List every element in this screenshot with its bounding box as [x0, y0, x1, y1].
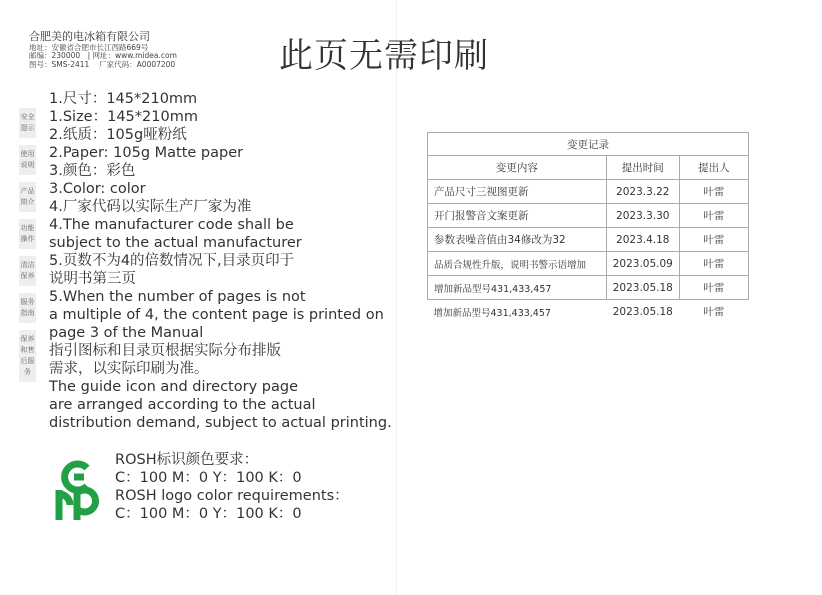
spec-line: 5.页数不为4的倍数情况下,目录页印于 [49, 253, 295, 269]
cell-content: 增加新品型号431,433,457 [428, 276, 607, 300]
rosh-en-label: ROSH logo color requirements： [115, 488, 349, 504]
spec-line: 说明书第三页 [49, 271, 136, 287]
page-divider [396, 0, 397, 595]
spec-line: 指引图标和目录页根据实际分布排版 [49, 343, 281, 359]
side-tab-function: 功能操作 [19, 219, 36, 249]
company-postcode: 邮编：230000 | 网址：www.midea.com [29, 51, 177, 61]
cell-date: 2023.3.22 [606, 180, 679, 204]
spec-line: 3.颜色：彩色 [49, 163, 136, 179]
spec-line: distribution demand, subject to actual printing. [49, 415, 392, 431]
spec-line: 4.厂家代码以实际生产厂家为准 [49, 199, 252, 215]
spec-line: are arranged according to the actual [49, 397, 316, 413]
spec-line: a multiple of 4, the content page is printed on [49, 307, 384, 323]
side-tab-safety: 安全提示 [19, 108, 36, 138]
cell-date: 2023.3.30 [606, 204, 679, 228]
side-tab-cleaning: 清洁保养 [19, 256, 36, 286]
company-info [29, 31, 177, 70]
table-row [428, 180, 749, 204]
company-drawing-number: 图号：SMS-2411 厂家代码：A0007200 [29, 59, 176, 69]
rosh-logo-icon [50, 456, 104, 520]
change-log-caption: 变更记录 [428, 133, 749, 156]
cell-date: 2023.4.18 [606, 228, 679, 252]
cell-content: 开门报警音文案更新 [428, 204, 607, 228]
spec-line: The guide icon and directory page [49, 379, 298, 395]
page-title: 此页无需印刷 [279, 36, 489, 76]
rosh-en-value: C：100 M：0 Y：100 K：0 [115, 506, 302, 522]
table-row [428, 228, 749, 252]
cell-content: 参数表噪音值由34修改为32 [428, 228, 607, 252]
cell-by: 叶雷 [679, 228, 748, 252]
table-header-row [428, 156, 749, 180]
cell-content: 产品尺寸三视图更新 [428, 180, 607, 204]
header-by: 提出人 [679, 156, 748, 180]
cell-by: 叶雷 [679, 276, 748, 300]
cell-date: 2023.05.18 [606, 276, 679, 300]
header-date: 提出时间 [606, 156, 679, 180]
spec-line: 需求，以实际印刷为准。 [49, 361, 209, 377]
side-tab-product: 产品简介 [19, 182, 36, 212]
change-log-table [427, 132, 749, 323]
spec-line: 1.Size：145*210mm [49, 109, 198, 125]
company-name: 合肥美的电冰箱有限公司 [29, 30, 150, 43]
rosh-color-requirements [115, 451, 349, 523]
side-tab-usage: 使用说明 [19, 145, 36, 175]
print-specs [49, 90, 392, 432]
rosh-cn-label: ROSH标识颜色要求： [115, 452, 259, 468]
cell-by: 叶雷 [703, 306, 725, 318]
table-row [428, 252, 749, 276]
cell-date: 2023.05.18 [612, 305, 673, 318]
side-tabs [19, 108, 36, 389]
table-row [428, 204, 749, 228]
spec-line: 2.Paper: 105g Matte paper [49, 145, 244, 161]
spec-line: 5.When the number of pages is not [49, 289, 306, 305]
spec-line: 2.纸质：105g哑粉纸 [49, 127, 187, 143]
side-tab-aftersales: 保养和售后服务 [19, 330, 36, 382]
table-row [428, 300, 749, 324]
spec-line: subject to the actual manufacturer [49, 235, 302, 251]
cell-content: 增加新品型号431,433,457 [433, 307, 551, 319]
header-content: 变更内容 [428, 156, 607, 180]
table-row [428, 276, 749, 300]
spec-line: page 3 of the Manual [49, 325, 204, 341]
cell-by: 叶雷 [679, 180, 748, 204]
company-address: 地址：安徽省合肥市长江西路669号 [29, 42, 149, 52]
cell-by: 叶雷 [679, 252, 748, 276]
side-tab-service: 服务指南 [19, 293, 36, 323]
spec-line: 1.尺寸：145*210mm [49, 91, 198, 107]
spec-line: 4.The manufacturer code shall be [49, 217, 294, 233]
cell-content: 品质合规性升版，说明书警示语增加 [428, 252, 607, 276]
cell-date: 2023.05.09 [606, 252, 679, 276]
spec-line: 3.Color: color [49, 181, 146, 197]
rosh-cn-value: C：100 M：0 Y：100 K：0 [115, 470, 302, 486]
cell-by: 叶雷 [679, 204, 748, 228]
